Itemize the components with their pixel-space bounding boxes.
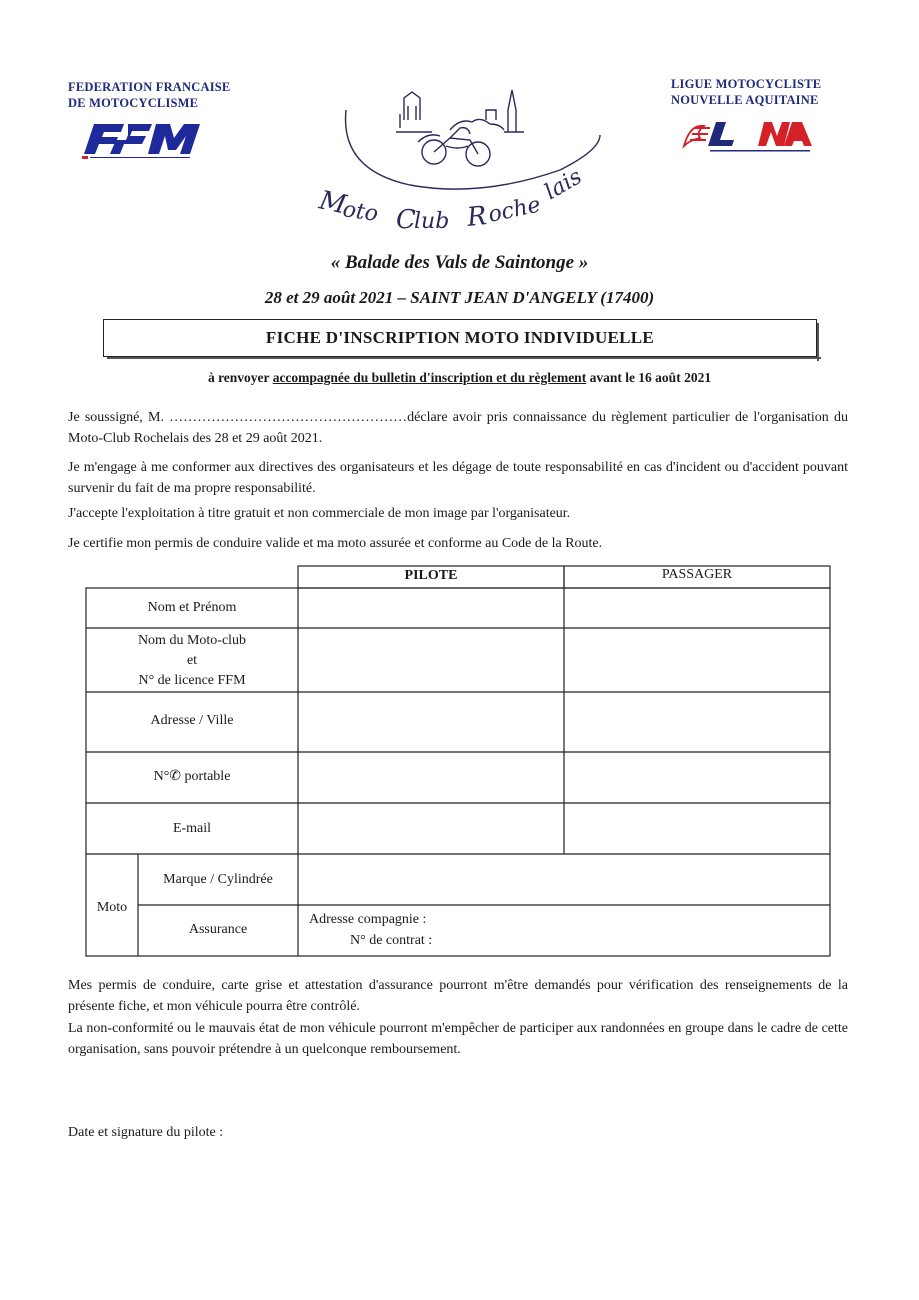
- row-label-moto-club-line3: N° de licence FFM: [138, 673, 246, 688]
- row-label-adresse: Adresse / Ville: [150, 713, 234, 728]
- column-header-pilote: PILOTE: [404, 568, 458, 583]
- svg-text:lais: lais: [540, 164, 587, 206]
- ffm-org-line2: DE MOTOCYCLISME: [68, 96, 199, 110]
- row-label-assurance: Assurance: [188, 922, 248, 937]
- return-notice-suffix: avant le 16 août 2021: [586, 370, 712, 385]
- row-label-moto: Moto: [96, 900, 128, 915]
- declaration-paragraph-4: Je certifie mon permis de conduire valide et ma moto assurée et conforme au Code de la Route.: [68, 536, 603, 551]
- ligue-org-line1: LIGUE MOTOCYCLISTE: [671, 77, 822, 91]
- declaration-paragraph-3: J'accepte l'exploitation à titre gratuit et non commerciale de mon image par l'organisateur.: [68, 506, 571, 521]
- assurance-field[interactable]: [299, 906, 829, 955]
- svg-text:R: R: [465, 201, 489, 233]
- pilote-nom-field[interactable]: [299, 589, 563, 627]
- declaration-paragraph-2: Je m'engage à me conformer aux directives des organisateurs et les dégage de toute responsabilité en cas d'incident ou d'accident pouvant survenir du fait de ma propre responsabilité.: [68, 460, 848, 496]
- ligue-org-line2: NOUVELLE AQUITAINE: [671, 93, 819, 107]
- event-dates-place: 28 et 29 août 2021 – SAINT JEAN D'ANGELY (17400): [264, 288, 655, 307]
- assurance-compagnie-label: Adresse compagnie :: [309, 912, 427, 927]
- svg-text:C: C: [396, 205, 416, 235]
- column-header-passager: PASSAGER: [661, 567, 733, 582]
- pilote-telephone-field[interactable]: [299, 753, 563, 802]
- svg-text:oto: oto: [341, 197, 380, 227]
- marque-cylindree-field[interactable]: [299, 855, 829, 904]
- passager-adresse-field[interactable]: [565, 693, 829, 751]
- row-label-email: E-mail: [172, 821, 212, 836]
- svg-text:oche: oche: [486, 192, 543, 228]
- svg-text:lub: lub: [414, 209, 450, 234]
- svg-text:FFM: FFM: [80, 122, 83, 123]
- row-label-moto-club: [86, 631, 298, 691]
- return-notice-prefix: à renvoyer: [207, 370, 273, 385]
- declaration-paragraph-1: Je soussigné, M. ……………………………………………déclare avoir pris connaissance du règlement particulier de l'organisation du Moto-Club Rochelais des 28 et 29 août 2021.: [68, 410, 848, 446]
- row-label-nom-prenom: Nom et Prénom: [147, 600, 237, 615]
- pilote-club-field[interactable]: [299, 629, 563, 691]
- pilote-adresse-field[interactable]: [299, 693, 563, 751]
- form-title-text: FICHE D'INSCRIPTION MOTO INDIVIDUELLE: [265, 328, 655, 347]
- assurance-contrat-label: N° de contrat :: [350, 933, 433, 948]
- row-label-telephone: N°✆ portable: [153, 769, 231, 784]
- ffm-org-line1: FEDERATION FRANCAISE: [68, 80, 231, 94]
- svg-text:M: M: [316, 185, 349, 221]
- return-notice-underlined: accompagnée du bulletin d'inscription et du règlement: [272, 370, 587, 385]
- footer-paragraph-1: Mes permis de conduire, carte grise et attestation d'assurance pourront m'être demandés pour vérification des renseignements de la présente fiche, et mon véhicule pourra être contrôlé.: [68, 978, 848, 1014]
- event-name: « Balade des Vals de Saintonge »: [330, 252, 589, 273]
- signature-label: Date et signature du pilote :: [68, 1125, 224, 1140]
- passager-nom-field[interactable]: [565, 589, 829, 627]
- signature-field[interactable]: [260, 1120, 560, 1180]
- pilote-email-field[interactable]: [299, 804, 563, 853]
- footer-paragraph-2: La non-conformité ou le mauvais état de mon véhicule pourront m'empêcher de participer aux randonnées en groupe dans le cadre de cette organisation, sans pouvoir prétendre à un quelconque remboursement.: [68, 1021, 848, 1057]
- passager-club-field[interactable]: [565, 629, 829, 691]
- row-label-moto-club-line1: Nom du Moto-club: [137, 633, 247, 648]
- row-label-moto-club-line2: et: [186, 653, 198, 668]
- passager-telephone-field[interactable]: [565, 753, 829, 802]
- passager-email-field[interactable]: [565, 804, 829, 853]
- row-label-marque-cylindree: Marque / Cylindrée: [163, 872, 273, 887]
